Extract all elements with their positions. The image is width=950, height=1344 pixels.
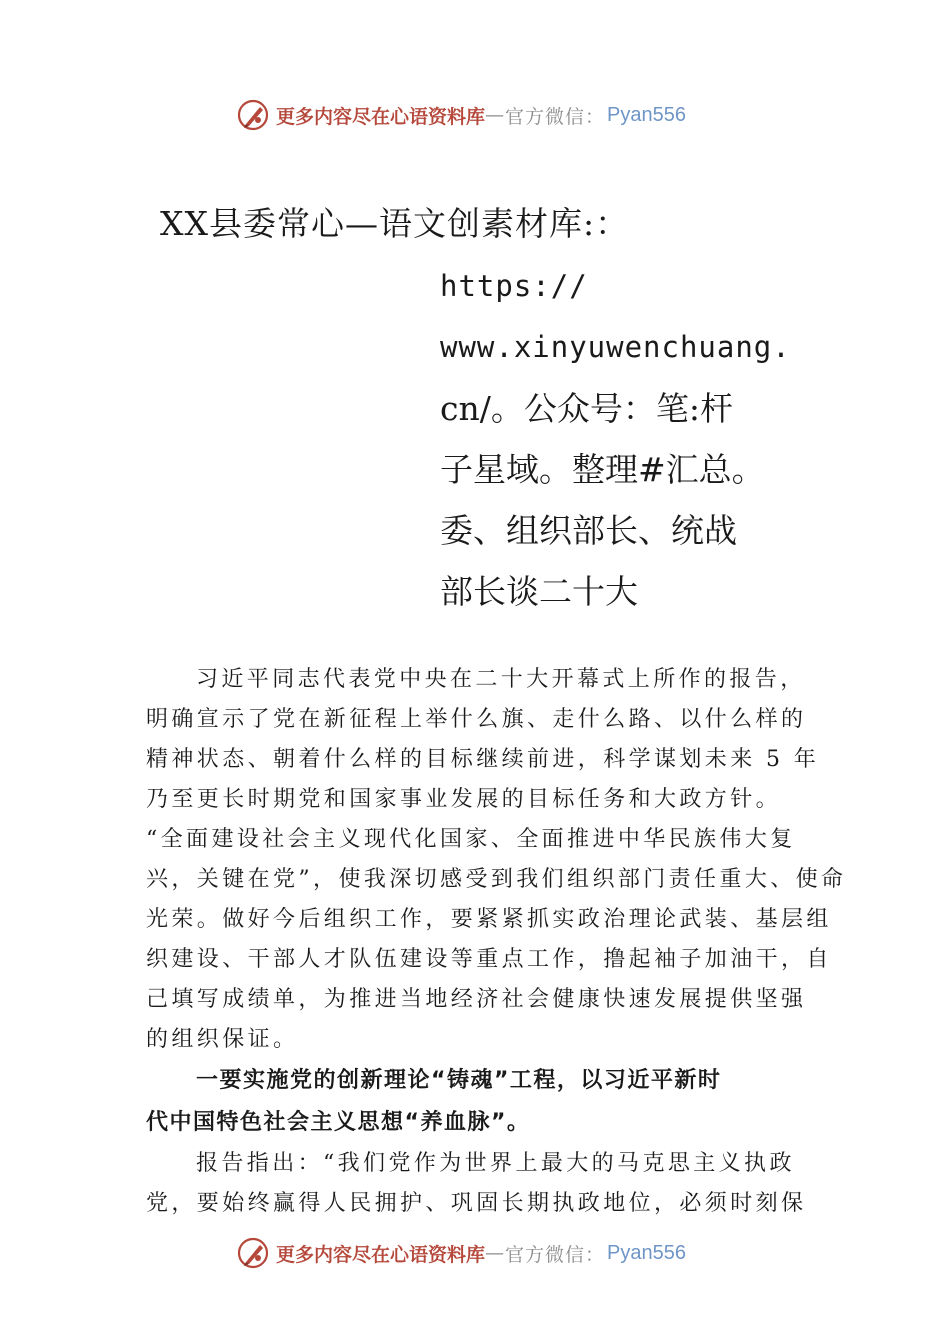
title-column — [440, 256, 791, 622]
paragraph-line: 光荣。做好今后组织工作，要紧紧抓实政治理论武装、基层组 — [146, 907, 832, 932]
paragraph-line: 精神状态、朝着什么样的目标继续前进，科学谋划未来 5 年 — [146, 747, 820, 772]
banner-brand: 更多内容尽在心语资料库 — [276, 105, 486, 128]
pen-logo-icon — [236, 1236, 270, 1270]
paragraph-line: 明确宣示了党在新征程上举什么旗、走什么路、以什么样的 — [146, 707, 807, 732]
paragraph-line: 习近平同志代表党中央在二十大开幕式上所作的报告， — [196, 667, 806, 692]
footer-watermark — [236, 1233, 736, 1273]
banner-wechat-label: 官方微信： — [505, 105, 606, 128]
paragraph-line: 织建设、干部人才队伍建设等重点工作，撸起袖子加油干，自 — [146, 947, 832, 972]
body-text — [146, 660, 847, 1224]
banner-brand: 更多内容尽在心语资料库 — [276, 1243, 486, 1266]
banner-wechat-id: Pyan556 — [607, 103, 686, 126]
title-line: 子星域。整理#汇总。 — [440, 450, 765, 489]
title-line: cn/。公众号：笔:杆 — [440, 389, 733, 428]
title-line: https:// — [440, 269, 588, 303]
section-heading-line: 代中国特色社会主义思想“养血脉”。 — [146, 1110, 531, 1135]
title-line: 委、组织部长、统战 — [440, 511, 737, 550]
title-line: www.xinyuwenchuang. — [440, 330, 791, 364]
banner-wechat-label: 官方微信： — [505, 1243, 606, 1266]
paragraph-line: 党，要始终赢得人民拥护、巩固长期执政地位，必须时刻保 — [146, 1191, 807, 1216]
paragraph-line: “全面建设社会主义现代化国家、全面推进中华民族伟大复 — [146, 827, 796, 852]
paragraph-line: 的组织保证。 — [146, 1027, 299, 1052]
paragraph-line: 报告指出：“我们党作为世界上最大的马克思主义执政 — [196, 1151, 795, 1176]
paragraph-line: 乃至更长时期党和国家事业发展的目标任务和大政方针。 — [146, 787, 782, 812]
title-line-1: XX县委常心—语文创素材库:： — [160, 204, 630, 243]
banner-separator: — — [485, 1242, 506, 1264]
paragraph-line: 己填写成绩单，为推进当地经济社会健康快速发展提供坚强 — [146, 987, 807, 1012]
header-watermark — [236, 95, 736, 135]
pen-logo-icon — [236, 98, 270, 132]
paragraph-line: 兴，关键在党”，使我深切感受到我们组织部门责任重大、使命 — [146, 867, 847, 892]
section-heading-line: 一要实施党的创新理论“铸魂”工程，以习近平新时 — [196, 1068, 722, 1093]
banner-wechat-id: Pyan556 — [607, 1241, 686, 1264]
banner-separator: — — [485, 104, 506, 126]
title-line: 部长谈二十大 — [440, 572, 638, 611]
